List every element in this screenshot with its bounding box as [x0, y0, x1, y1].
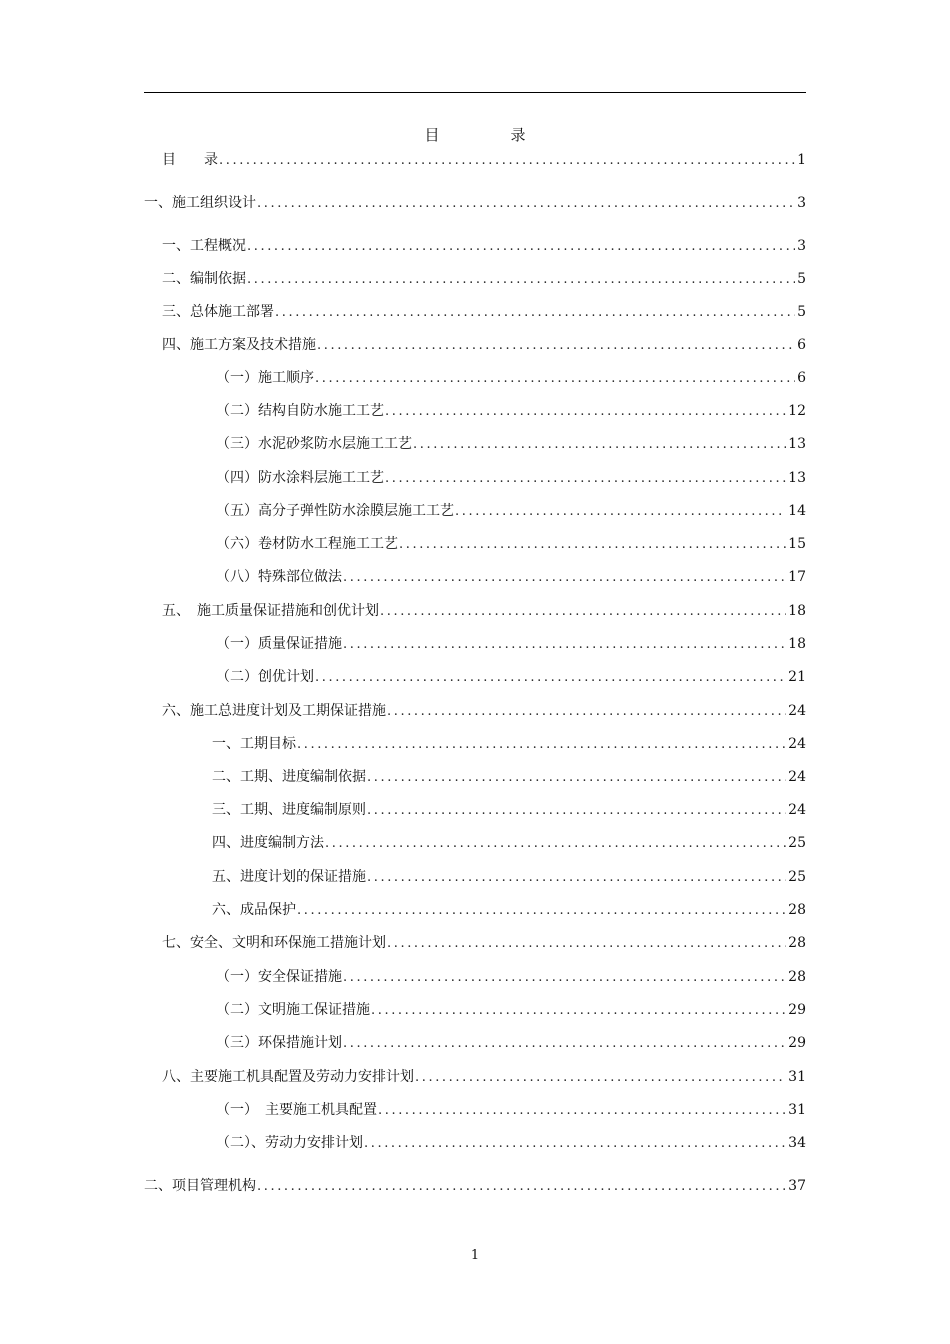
toc-entry[interactable] — [144, 1175, 806, 1197]
toc-entry-label: 六、成品保护 — [212, 902, 296, 918]
toc-entry-label: 一、施工组织设计 — [144, 195, 256, 211]
toc-leader-dots — [367, 800, 786, 822]
toc-leader-dots — [413, 434, 786, 456]
toc-leader-dots — [343, 1033, 786, 1055]
toc-entry-label: 五、进度计划的保证措施 — [212, 869, 366, 885]
toc-entry[interactable] — [144, 192, 806, 214]
toc-entry-label: 三、总体施工部署 — [162, 304, 274, 320]
toc-entry-label: 一、工期目标 — [212, 736, 296, 752]
toc-leader-dots — [343, 967, 786, 989]
toc-leader-dots — [367, 867, 786, 889]
toc-entry[interactable] — [212, 733, 806, 755]
toc-entry-label: （五）高分子弹性防水涂膜层施工工艺 — [216, 503, 454, 519]
toc-entry-label: （二）文明施工保证措施 — [216, 1002, 370, 1018]
toc-entry-page: 15 — [788, 536, 806, 552]
toc-entry-label: （二）、劳动力安排计划 — [216, 1135, 363, 1151]
toc-leader-dots — [378, 1100, 786, 1122]
toc-entry[interactable] — [162, 149, 806, 171]
toc-entry-label: （一）质量保证措施 — [216, 636, 342, 652]
toc-entry-page: 31 — [788, 1102, 806, 1118]
toc-entry-page: 28 — [788, 902, 806, 918]
toc-entry-page: 18 — [788, 603, 806, 619]
toc-entry-label: （四）防水涂料层施工工艺 — [216, 470, 384, 486]
toc-leader-dots — [297, 734, 786, 756]
toc-entry-label: （六）卷材防水工程施工工艺 — [216, 536, 398, 552]
toc-leader-dots — [247, 269, 795, 291]
toc-entry[interactable] — [212, 766, 806, 788]
toc-entry[interactable] — [212, 832, 806, 854]
toc-entry-page: 25 — [788, 835, 806, 851]
toc-entry-page: 25 — [788, 869, 806, 885]
toc-entry-page: 14 — [788, 503, 806, 519]
toc-entry[interactable] — [212, 899, 806, 921]
toc-entry-page: 28 — [788, 969, 806, 985]
toc-entry-page: 24 — [788, 769, 806, 785]
toc-entry[interactable] — [216, 1032, 806, 1054]
toc-entry-page: 24 — [788, 802, 806, 818]
toc-entry-label: （三）环保措施计划 — [216, 1035, 342, 1051]
toc-entry-label: （二）创优计划 — [216, 669, 314, 685]
toc-entry-label: （八）特殊部位做法 — [216, 569, 342, 585]
toc-entry-label: （一） 主要施工机具配置 — [216, 1102, 377, 1118]
toc-entry[interactable] — [162, 301, 806, 323]
toc-entry[interactable] — [162, 600, 806, 622]
toc-entry-page: 3 — [797, 238, 806, 254]
toc-leader-dots — [380, 601, 786, 623]
toc-leader-dots — [317, 335, 795, 357]
toc-entry-page: 37 — [788, 1178, 806, 1194]
toc-entry-label: （一）安全保证措施 — [216, 969, 342, 985]
toc-leader-dots — [415, 1067, 786, 1089]
toc-entry[interactable] — [216, 633, 806, 655]
toc-entry[interactable] — [216, 533, 806, 555]
toc-leader-dots — [385, 401, 786, 423]
toc-entry-page: 5 — [797, 271, 806, 287]
toc-entry-label: （三）水泥砂浆防水层施工工艺 — [216, 436, 412, 452]
toc-entry[interactable] — [162, 334, 806, 356]
toc-entry-label: （一）施工顺序 — [216, 370, 314, 386]
toc-entry-page: 13 — [788, 470, 806, 486]
toc-entry[interactable] — [162, 268, 806, 290]
toc-leader-dots — [399, 534, 786, 556]
toc-entry[interactable] — [216, 367, 806, 389]
toc-entry-label: 五、 施工质量保证措施和创优计划 — [162, 603, 379, 619]
toc-leader-dots — [371, 1000, 786, 1022]
toc-leader-dots — [364, 1133, 786, 1155]
toc-leader-dots — [343, 567, 786, 589]
toc-entry[interactable] — [216, 433, 806, 455]
toc-entry-label: 二、项目管理机构 — [144, 1178, 256, 1194]
toc-entry-label: 七、安全、文明和环保施工措施计划 — [162, 935, 386, 951]
toc-entry-page: 5 — [797, 304, 806, 320]
toc-entry-label: 二、编制依据 — [162, 271, 246, 287]
toc-entry[interactable] — [216, 400, 806, 422]
toc-entry[interactable] — [162, 235, 806, 257]
toc-leader-dots — [275, 302, 795, 324]
toc-entry[interactable] — [216, 666, 806, 688]
toc-entry-label: 四、施工方案及技术措施 — [162, 337, 316, 353]
toc-entry[interactable] — [216, 500, 806, 522]
toc-entry-page: 17 — [788, 569, 806, 585]
toc-entry[interactable] — [162, 932, 806, 954]
toc-entry[interactable] — [216, 467, 806, 489]
toc-entry[interactable] — [216, 966, 806, 988]
toc-leader-dots — [343, 634, 786, 656]
toc-entry-label: 一、工程概况 — [162, 238, 246, 254]
toc-entry[interactable] — [216, 1099, 806, 1121]
toc-entry-page: 12 — [788, 403, 806, 419]
toc-entry[interactable] — [162, 1066, 806, 1088]
toc-entry-page: 29 — [788, 1002, 806, 1018]
footer-page-number: 1 — [470, 1248, 480, 1263]
toc-entry-page: 1 — [797, 152, 806, 168]
toc-entry-page: 28 — [788, 935, 806, 951]
toc-entry-page: 6 — [797, 337, 806, 353]
toc-entry-page: 34 — [788, 1135, 806, 1151]
toc-entry-label: 目 录 — [162, 152, 218, 168]
toc-entry-page: 29 — [788, 1035, 806, 1051]
toc-leader-dots — [385, 468, 786, 490]
toc-entry[interactable] — [212, 799, 806, 821]
toc-entry[interactable] — [216, 1132, 806, 1154]
toc-entry-page: 6 — [797, 370, 806, 386]
toc-leader-dots — [455, 501, 786, 523]
toc-entry-label: 四、进度编制方法 — [212, 835, 324, 851]
toc-entry-page: 24 — [788, 703, 806, 719]
toc-entry-label: 八、主要施工机具配置及劳动力安排计划 — [162, 1069, 414, 1085]
toc-leader-dots — [367, 767, 786, 789]
toc-entry-page: 24 — [788, 736, 806, 752]
toc-entry-page: 21 — [788, 669, 806, 685]
toc-entry-label: 二、工期、进度编制依据 — [212, 769, 366, 785]
toc-entry-label: 六、施工总进度计划及工期保证措施 — [162, 703, 386, 719]
toc-entry-page: 18 — [788, 636, 806, 652]
toc-leader-dots — [297, 900, 786, 922]
toc-leader-dots — [315, 368, 795, 390]
toc-leader-dots — [247, 236, 795, 258]
toc-leader-dots — [219, 150, 795, 172]
toc-leader-dots — [315, 667, 786, 689]
toc-entry-page: 31 — [788, 1069, 806, 1085]
toc-leader-dots — [257, 1176, 786, 1198]
toc-leader-dots — [387, 933, 786, 955]
toc-entry[interactable] — [212, 866, 806, 888]
toc-leader-dots — [387, 701, 786, 723]
toc-entry-page: 3 — [797, 195, 806, 211]
toc-entry[interactable] — [216, 566, 806, 588]
toc-entry-page: 13 — [788, 436, 806, 452]
toc-entry[interactable] — [162, 700, 806, 722]
toc-leader-dots — [325, 833, 786, 855]
toc-entry[interactable] — [216, 999, 806, 1021]
toc-entry-label: 三、工期、进度编制原则 — [212, 802, 366, 818]
toc-title: 目 录 — [424, 126, 554, 144]
toc-entry-label: （二）结构自防水施工工艺 — [216, 403, 384, 419]
toc-leader-dots — [257, 193, 795, 215]
